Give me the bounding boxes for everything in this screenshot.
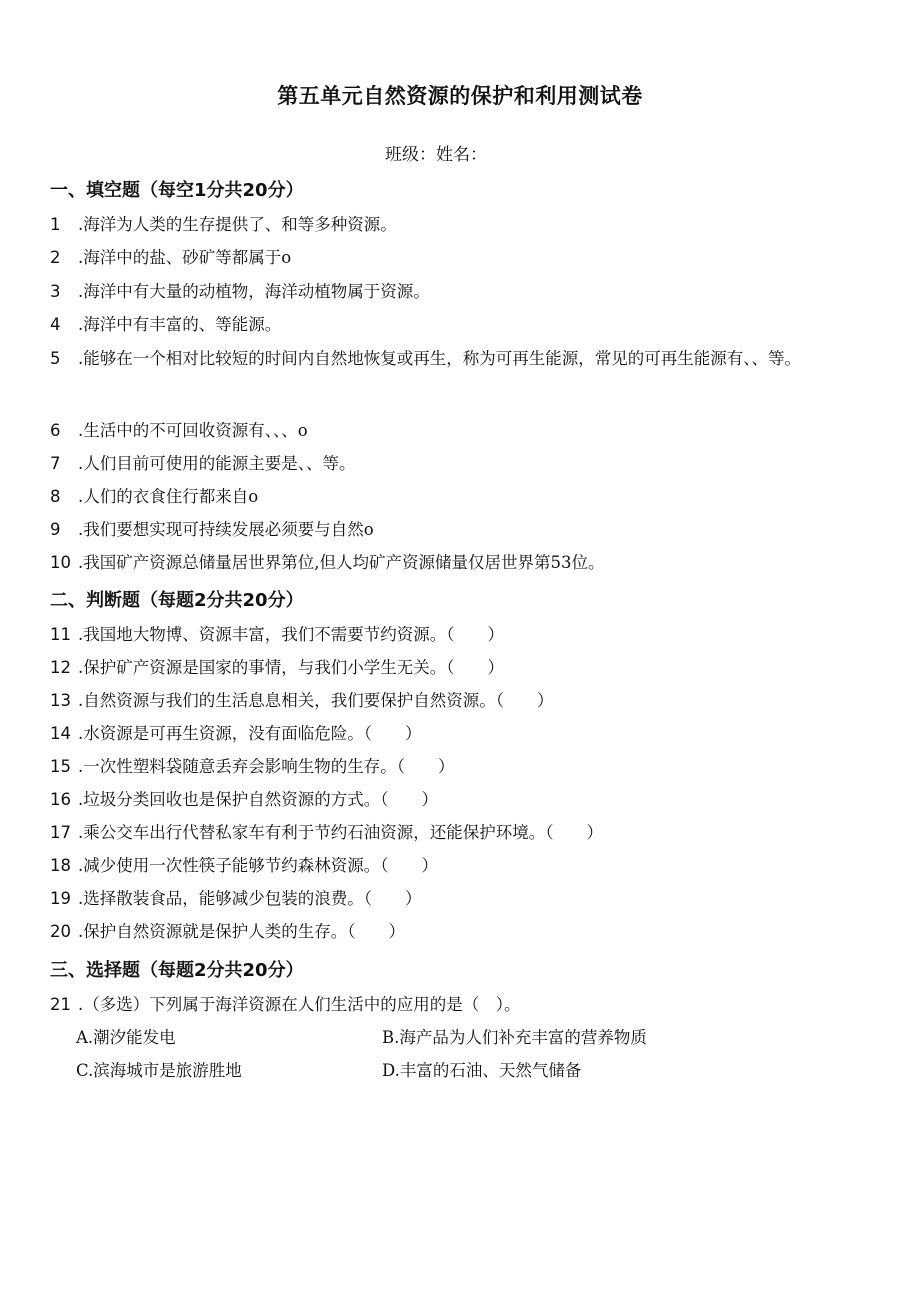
question-21 xyxy=(50,991,521,1015)
question-16 xyxy=(50,786,438,810)
question-4 xyxy=(50,311,281,335)
question-10 xyxy=(50,549,605,573)
question-number: 14 xyxy=(50,724,71,743)
question-text: .我国地大物博、资源丰富，我们不需要节约资源。（ ） xyxy=(78,625,504,644)
question-14 xyxy=(50,720,422,744)
question-text: .水资源是可再生资源，没有面临危险。（ ） xyxy=(78,724,422,743)
question-15 xyxy=(50,753,455,777)
question-12 xyxy=(50,654,504,678)
question-5 xyxy=(50,343,840,375)
question-number: 18 xyxy=(50,856,71,875)
question-6 xyxy=(50,417,308,441)
question-text: .（多选）下列属于海洋资源在人们生活中的应用的是（ ）。 xyxy=(78,995,521,1014)
question-text: .海洋为人类的生存提供了、和等多种资源。 xyxy=(78,215,397,234)
question-number: 13 xyxy=(50,691,71,710)
question-text: .生活中的不可回收资源有、、、o xyxy=(78,421,308,440)
question-18 xyxy=(50,852,438,876)
question-text: .人们的衣食住行都来自o xyxy=(78,487,259,506)
question-number: 17 xyxy=(50,823,71,842)
question-11 xyxy=(50,621,504,645)
question-number: 15 xyxy=(50,757,71,776)
question-number: 1 xyxy=(50,215,61,234)
option-b: B.海产品为人们补充丰富的营养物质 xyxy=(382,1028,647,1047)
option-c: C.滨海城市是旅游胜地 xyxy=(76,1061,242,1080)
question-text: .海洋中有丰富的、等能源。 xyxy=(78,315,282,334)
question-number: 2 xyxy=(50,248,61,267)
question-13 xyxy=(50,687,554,711)
page-title: 第五单元自然资源的保护和利用测试卷 xyxy=(277,84,643,108)
question-8 xyxy=(50,483,258,507)
question-number: 9 xyxy=(50,520,61,539)
question-text: .保护矿产资源是国家的事情，与我们小学生无关。（ ） xyxy=(78,658,504,677)
question-number: 10 xyxy=(50,553,71,572)
question-number: 11 xyxy=(50,625,71,644)
question-2 xyxy=(50,244,291,268)
question-text: .乘公交车出行代替私家车有利于节约石油资源，还能保护环境。（ ） xyxy=(78,823,603,842)
question-text: .能够在一个相对比较短的时间内自然地恢复或再生，称为可再生能源，常见的可再生能源有、、等。 xyxy=(78,349,801,368)
section-multiple-choice-heading: 三、选择题（每题2分共20分） xyxy=(50,960,304,981)
question-20 xyxy=(50,918,405,942)
question-number: 16 xyxy=(50,790,71,809)
question-number: 6 xyxy=(50,421,61,440)
question-1 xyxy=(50,211,397,235)
question-number: 19 xyxy=(50,889,71,908)
question-text: .人们目前可使用的能源主要是、、等。 xyxy=(78,454,356,473)
question-text: .海洋中有大量的动植物，海洋动植物属于资源。 xyxy=(78,282,430,301)
question-number: 7 xyxy=(50,454,61,473)
question-text: .减少使用一次性筷子能够节约森林资源。（ ） xyxy=(78,856,438,875)
question-text: .自然资源与我们的生活息息相关，我们要保护自然资源。（ ） xyxy=(78,691,554,710)
question-text: .我们要想实现可持续发展必须要与自然o xyxy=(78,520,374,539)
question-text: .垃圾分类回收也是保护自然资源的方式。（ ） xyxy=(78,790,438,809)
question-number: 4 xyxy=(50,315,61,334)
question-9 xyxy=(50,516,374,540)
class-name-line: 班级：姓名： xyxy=(385,145,487,165)
question-3 xyxy=(50,278,430,302)
question-7 xyxy=(50,450,356,474)
question-number: 21 xyxy=(50,995,71,1014)
question-17 xyxy=(50,819,603,843)
section-fill-blank-heading: 一、填空题（每空1分共20分） xyxy=(50,180,304,201)
section-true-false-heading: 二、判断题（每题2分共20分） xyxy=(50,590,304,611)
question-text: .海洋中的盐、砂矿等都属于o xyxy=(78,248,292,267)
question-number: 20 xyxy=(50,922,71,941)
option-a: A.潮汐能发电 xyxy=(76,1028,176,1047)
question-text: .选择散装食品，能够减少包装的浪费。（ ） xyxy=(78,889,422,908)
question-19 xyxy=(50,885,422,909)
question-number: 5 xyxy=(50,349,61,368)
question-number: 3 xyxy=(50,282,61,301)
option-d: D.丰富的石油、天然气储备 xyxy=(382,1061,582,1080)
question-text: .一次性塑料袋随意丢弃会影响生物的生存。（ ） xyxy=(78,757,455,776)
question-number: 12 xyxy=(50,658,71,677)
question-text: .保护自然资源就是保护人类的生存。（ ） xyxy=(78,922,405,941)
question-text: .我国矿产资源总储量居世界第位,但人均矿产资源储量仅居世界第53位。 xyxy=(78,553,605,572)
question-number: 8 xyxy=(50,487,61,506)
